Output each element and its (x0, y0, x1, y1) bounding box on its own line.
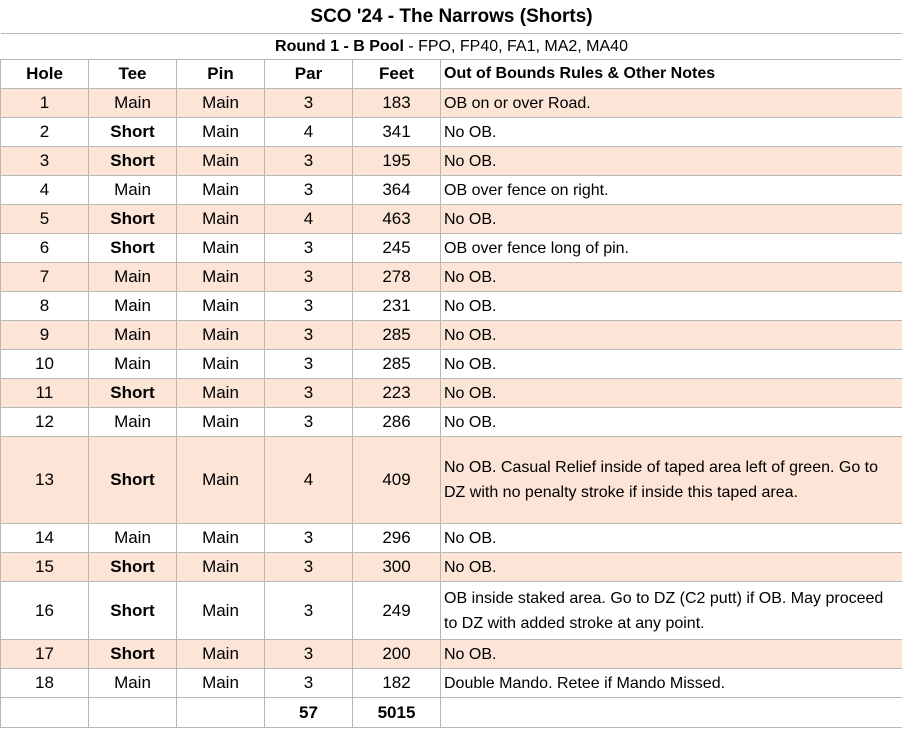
pin-cell[interactable]: Main (177, 582, 265, 640)
feet-cell[interactable]: 286 (353, 408, 441, 437)
hole-cell[interactable]: 10 (1, 350, 89, 379)
table-row (1, 292, 902, 321)
tee-cell[interactable]: Main (89, 350, 177, 379)
tee-cell[interactable]: Short (89, 379, 177, 408)
par-cell[interactable]: 3 (265, 669, 353, 698)
par-cell[interactable]: 3 (265, 263, 353, 292)
hole-cell[interactable]: 15 (1, 553, 89, 582)
pin-cell[interactable]: Main (177, 118, 265, 147)
notes-cell[interactable]: No OB. (441, 524, 902, 553)
header-par[interactable]: Par (265, 60, 353, 89)
tee-cell[interactable]: Main (89, 408, 177, 437)
sheet-title[interactable]: SCO '24 - The Narrows (Shorts) (1, 0, 902, 34)
table-row (1, 524, 902, 553)
header-pin[interactable]: Pin (177, 60, 265, 89)
notes-cell[interactable]: No OB. (441, 379, 902, 408)
table-row (1, 234, 902, 263)
feet-cell[interactable]: 245 (353, 234, 441, 263)
pin-cell[interactable]: Main (177, 669, 265, 698)
par-cell[interactable]: 3 (265, 524, 353, 553)
par-cell[interactable]: 3 (265, 176, 353, 205)
pin-cell[interactable]: Main (177, 321, 265, 350)
hole-cell[interactable]: 14 (1, 524, 89, 553)
table-row (1, 321, 902, 350)
par-cell[interactable]: 3 (265, 640, 353, 669)
par-cell[interactable]: 3 (265, 553, 353, 582)
table-row (1, 350, 902, 379)
notes-cell[interactable]: OB over fence long of pin. (441, 234, 902, 263)
par-cell[interactable]: 3 (265, 408, 353, 437)
header-row (1, 60, 902, 89)
feet-cell[interactable]: 249 (353, 582, 441, 640)
pin-cell[interactable]: Main (177, 205, 265, 234)
notes-cell[interactable]: OB inside staked area. Go to DZ (C2 putt) if OB. May proceed to DZ with added stroke at any point. (441, 582, 902, 640)
notes-cell[interactable]: OB over fence on right. (441, 176, 902, 205)
feet-cell[interactable]: 300 (353, 553, 441, 582)
pin-cell[interactable]: Main (177, 553, 265, 582)
feet-cell[interactable]: 285 (353, 321, 441, 350)
pin-cell[interactable]: Main (177, 524, 265, 553)
hole-cell[interactable]: 4 (1, 176, 89, 205)
table-row (1, 118, 902, 147)
hole-cell[interactable]: 3 (1, 147, 89, 176)
feet-cell[interactable]: 296 (353, 524, 441, 553)
notes-cell[interactable]: No OB. (441, 118, 902, 147)
tee-cell[interactable]: Short (89, 147, 177, 176)
tee-cell[interactable]: Short (89, 582, 177, 640)
empty-cell[interactable] (89, 698, 177, 728)
tee-cell[interactable]: Short (89, 640, 177, 669)
notes-cell[interactable]: No OB. (441, 350, 902, 379)
feet-cell[interactable]: 195 (353, 147, 441, 176)
hole-cell[interactable]: 17 (1, 640, 89, 669)
round-pool-label: Round 1 - B Pool (275, 37, 404, 55)
feet-cell[interactable]: 182 (353, 669, 441, 698)
pin-cell[interactable]: Main (177, 292, 265, 321)
hole-cell[interactable]: 12 (1, 408, 89, 437)
par-cell[interactable]: 3 (265, 89, 353, 118)
par-cell[interactable]: 3 (265, 350, 353, 379)
feet-cell[interactable]: 183 (353, 89, 441, 118)
table-row (1, 176, 902, 205)
feet-cell[interactable]: 364 (353, 176, 441, 205)
table-row (1, 669, 902, 698)
notes-cell[interactable]: No OB. (441, 408, 902, 437)
table-row (1, 640, 902, 669)
par-cell[interactable]: 3 (265, 147, 353, 176)
feet-cell[interactable]: 231 (353, 292, 441, 321)
sheet-subtitle[interactable] (1, 34, 902, 60)
total-feet-cell[interactable]: 5015 (353, 698, 441, 728)
tee-cell[interactable]: Main (89, 176, 177, 205)
header-notes[interactable]: Out of Bounds Rules & Other Notes (441, 60, 902, 89)
table-row (1, 89, 902, 118)
tee-cell[interactable]: Short (89, 234, 177, 263)
hole-cell[interactable]: 18 (1, 669, 89, 698)
notes-cell[interactable]: Double Mando. Retee if Mando Missed. (441, 669, 902, 698)
notes-cell[interactable]: OB on or over Road. (441, 89, 902, 118)
divisions-label: - FPO, FP40, FA1, MA2, MA40 (403, 37, 628, 55)
par-cell[interactable]: 4 (265, 118, 353, 147)
feet-cell[interactable]: 409 (353, 437, 441, 524)
hole-cell[interactable]: 11 (1, 379, 89, 408)
pin-cell[interactable]: Main (177, 437, 265, 524)
notes-cell[interactable]: No OB. (441, 205, 902, 234)
notes-cell[interactable]: No OB. (441, 321, 902, 350)
par-cell[interactable]: 3 (265, 234, 353, 263)
feet-cell[interactable]: 463 (353, 205, 441, 234)
pin-cell[interactable]: Main (177, 147, 265, 176)
tee-cell[interactable]: Main (89, 89, 177, 118)
table-row (1, 553, 902, 582)
tee-cell[interactable]: Main (89, 321, 177, 350)
hole-cell[interactable]: 7 (1, 263, 89, 292)
feet-cell[interactable]: 341 (353, 118, 441, 147)
par-cell[interactable]: 3 (265, 582, 353, 640)
hole-cell[interactable]: 5 (1, 205, 89, 234)
pin-cell[interactable]: Main (177, 89, 265, 118)
header-tee[interactable]: Tee (89, 60, 177, 89)
tee-cell[interactable]: Short (89, 205, 177, 234)
tee-cell[interactable]: Short (89, 553, 177, 582)
pin-cell[interactable]: Main (177, 408, 265, 437)
title-row (1, 0, 902, 34)
par-cell[interactable]: 3 (265, 321, 353, 350)
empty-cell[interactable] (441, 698, 902, 728)
par-cell[interactable]: 4 (265, 205, 353, 234)
hole-cell[interactable]: 9 (1, 321, 89, 350)
hole-cell[interactable]: 16 (1, 582, 89, 640)
notes-cell[interactable]: No OB. (441, 292, 902, 321)
feet-cell[interactable]: 223 (353, 379, 441, 408)
totals-row (1, 698, 902, 728)
tee-cell[interactable]: Short (89, 118, 177, 147)
tee-cell[interactable]: Short (89, 437, 177, 524)
tee-cell[interactable]: Main (89, 669, 177, 698)
hole-cell[interactable]: 8 (1, 292, 89, 321)
table-row (1, 263, 902, 292)
pin-cell[interactable]: Main (177, 263, 265, 292)
tee-cell[interactable]: Main (89, 292, 177, 321)
pin-cell[interactable]: Main (177, 379, 265, 408)
table-row (1, 147, 902, 176)
par-cell[interactable]: 3 (265, 379, 353, 408)
header-hole[interactable]: Hole (1, 60, 89, 89)
table-row (1, 408, 902, 437)
pin-cell[interactable]: Main (177, 176, 265, 205)
notes-cell[interactable]: No OB. (441, 553, 902, 582)
hole-cell[interactable]: 2 (1, 118, 89, 147)
feet-cell[interactable]: 285 (353, 350, 441, 379)
empty-cell[interactable] (1, 698, 89, 728)
par-cell[interactable]: 3 (265, 292, 353, 321)
table-row (1, 379, 902, 408)
hole-cell[interactable]: 6 (1, 234, 89, 263)
tee-cell[interactable]: Main (89, 263, 177, 292)
notes-cell[interactable]: No OB. (441, 147, 902, 176)
notes-cell[interactable]: No OB. (441, 640, 902, 669)
table-row (1, 205, 902, 234)
pin-cell[interactable]: Main (177, 640, 265, 669)
subtitle-row (1, 34, 902, 60)
header-feet[interactable]: Feet (353, 60, 441, 89)
hole-cell[interactable]: 1 (1, 89, 89, 118)
table-row (1, 437, 902, 524)
empty-cell[interactable] (177, 698, 265, 728)
notes-cell[interactable]: No OB. Casual Relief inside of taped area left of green. Go to DZ with no penalty stroke if inside this taped area. (441, 437, 902, 524)
total-par-cell[interactable]: 57 (265, 698, 353, 728)
pin-cell[interactable]: Main (177, 234, 265, 263)
tee-cell[interactable]: Main (89, 524, 177, 553)
pin-cell[interactable]: Main (177, 350, 265, 379)
par-cell[interactable]: 4 (265, 437, 353, 524)
feet-cell[interactable]: 200 (353, 640, 441, 669)
hole-cell[interactable]: 13 (1, 437, 89, 524)
feet-cell[interactable]: 278 (353, 263, 441, 292)
table-row (1, 582, 902, 640)
notes-cell[interactable]: No OB. (441, 263, 902, 292)
